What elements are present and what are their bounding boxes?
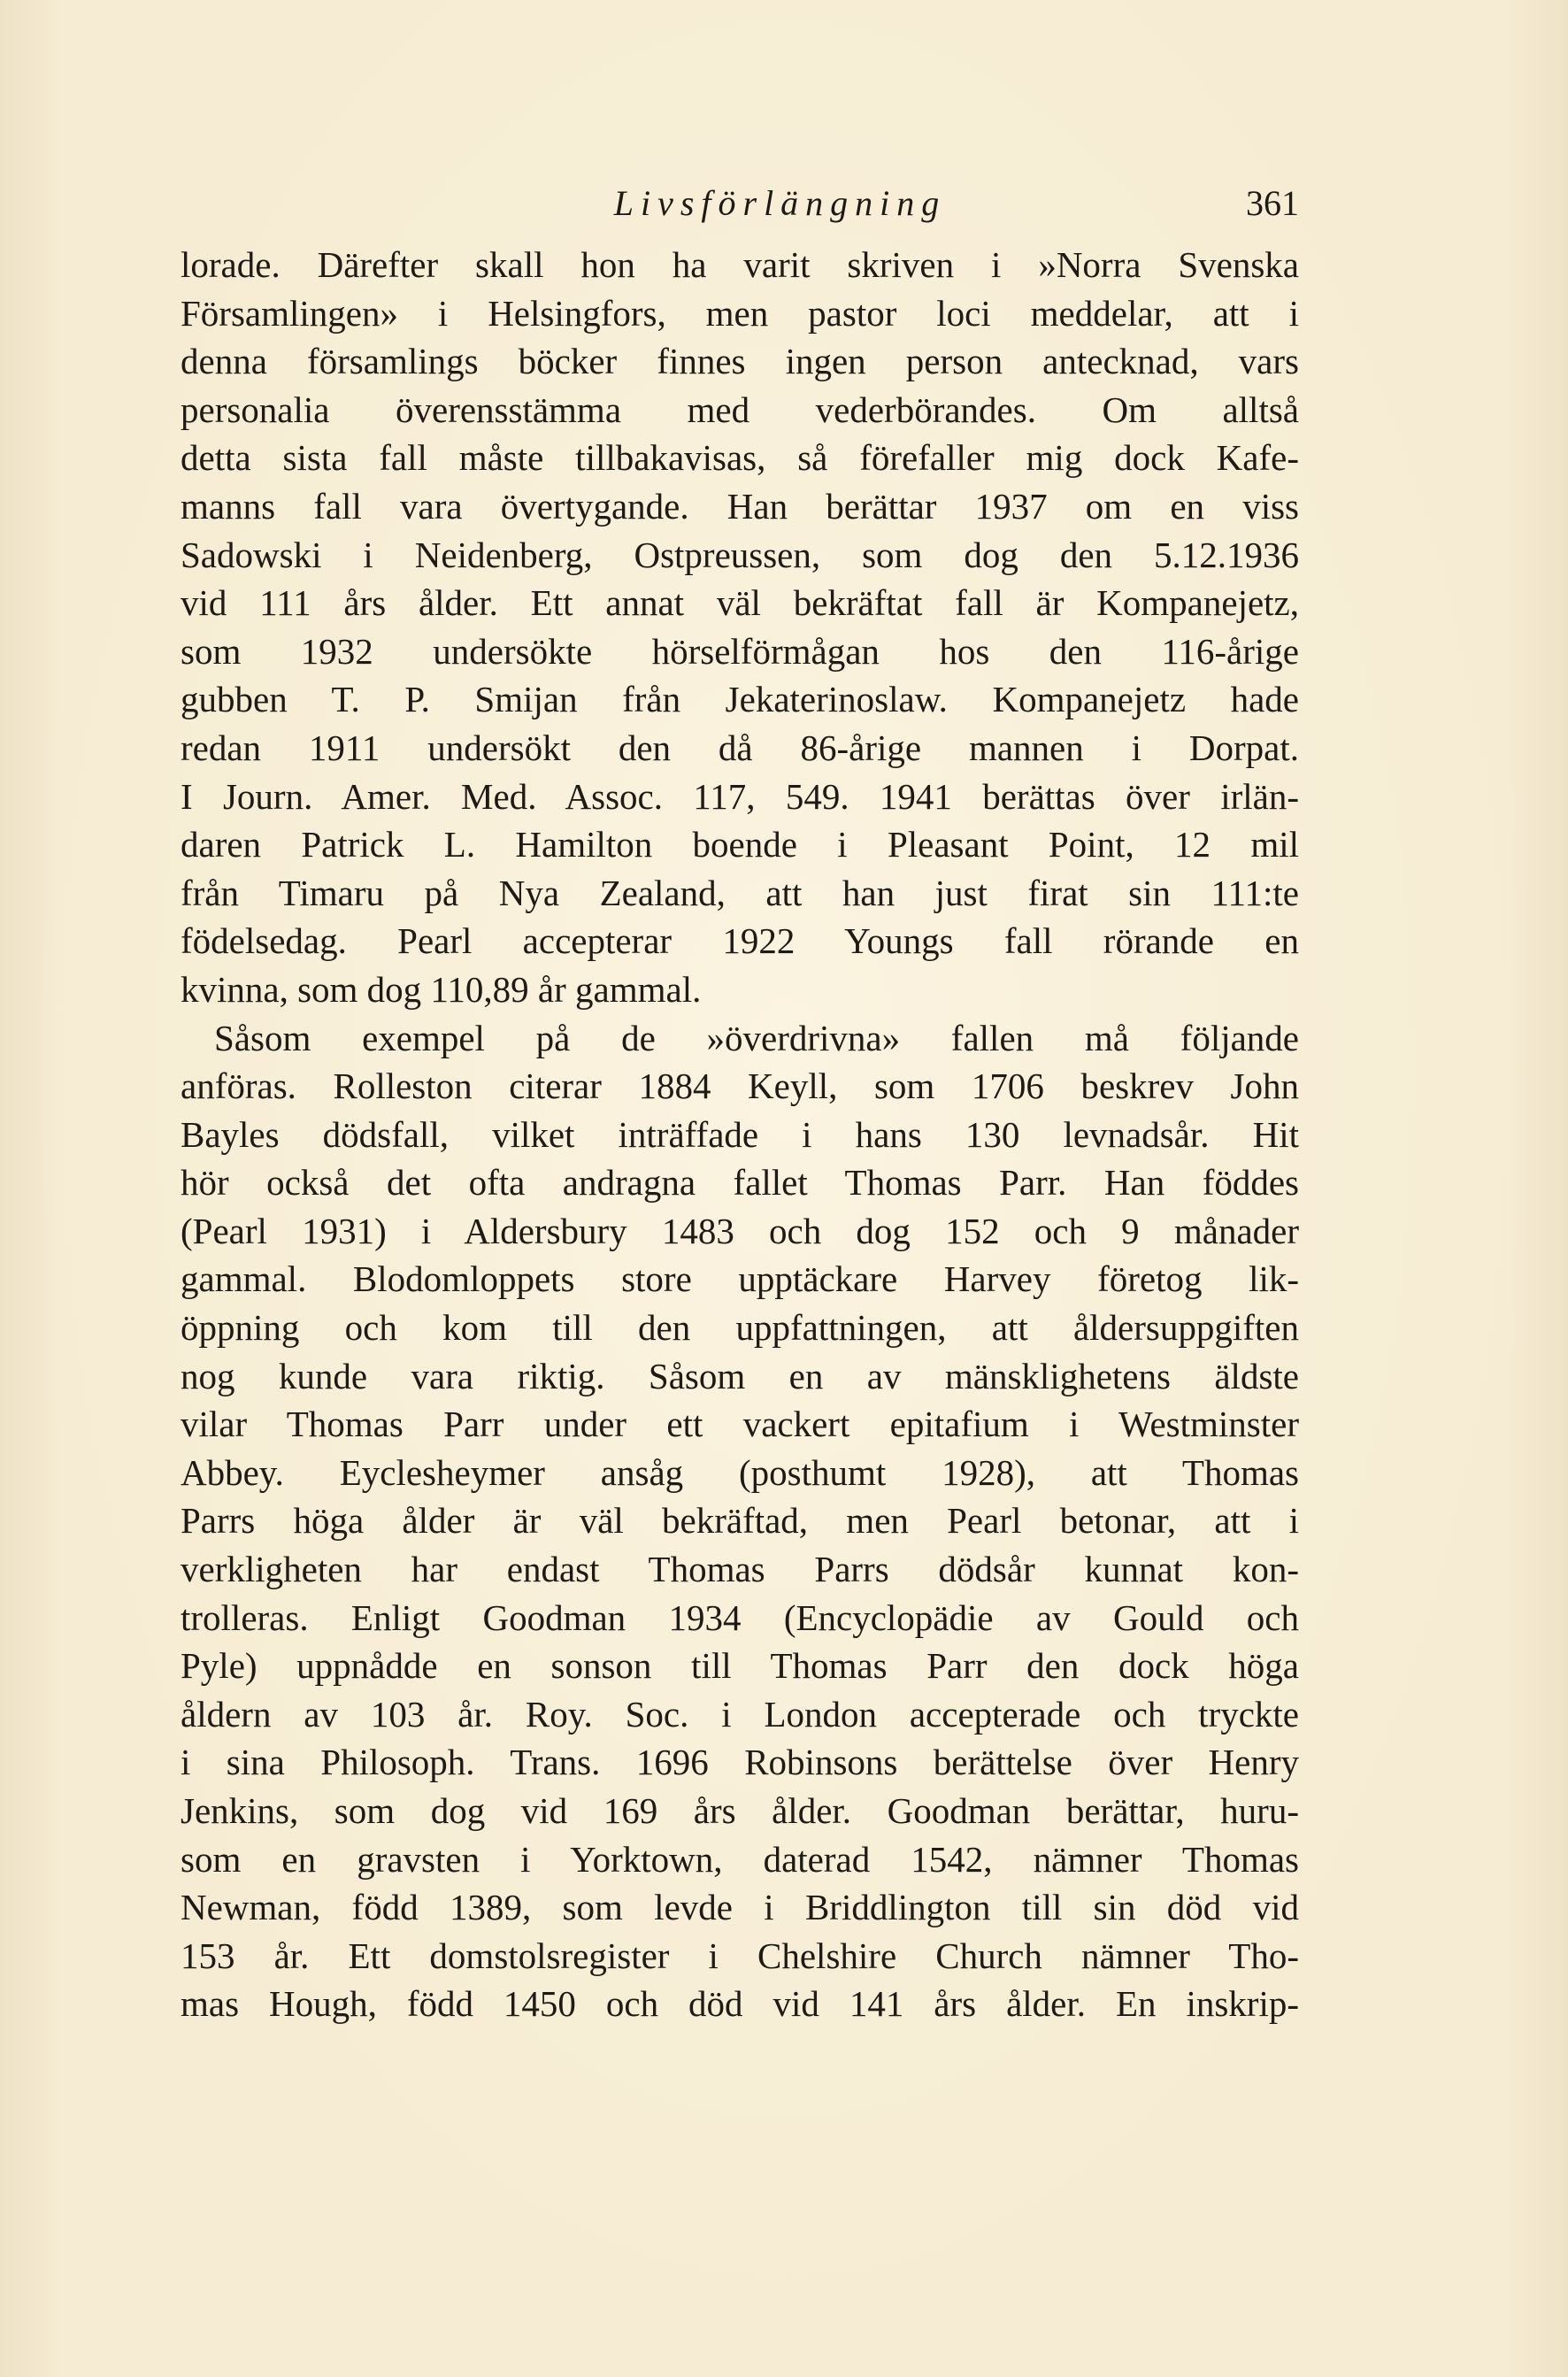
text-line: (Pearl 1931) i Aldersbury 1483 och dog 152 och 9 månader	[181, 1210, 1299, 1251]
text-line: trolleras. Enligt Goodman 1934 (Encyclopädie av Gould och	[181, 1596, 1299, 1638]
text-line: gammal. Blodomloppets store upptäckare Harvey företog lik-	[181, 1258, 1299, 1300]
text-line: redan 1911 undersökt den då 86-årige mannen i Dorpat.	[181, 727, 1299, 768]
text-line: anföras. Rolleston citerar 1884 Keyll, som 1706 beskrev John	[181, 1065, 1299, 1107]
text-line: som 1932 undersökte hörselförmågan hos den 116-årige	[181, 630, 1299, 672]
page-number: 361	[1246, 183, 1299, 223]
text-line: I Journ. Amer. Med. Assoc. 117, 549. 1941 berättas över irlän-	[181, 775, 1299, 817]
text-line: kvinna, som dog 110,89 år gammal.	[181, 968, 702, 1010]
text-line: Jenkins, som dog vid 169 års ålder. Goodman berättar, huru-	[181, 1790, 1299, 1831]
text-line: Sadowski i Neidenberg, Ostpreussen, som dog den 5.12.1936	[181, 534, 1299, 575]
text-line: Abbey. Eyclesheymer ansåg (posthumt 1928), att Thomas	[181, 1451, 1299, 1493]
text-line: detta sista fall måste tillbakavisas, så förefaller mig dock Kafe-	[181, 437, 1299, 479]
text-line: nog kunde vara riktig. Såsom en av mänsklighetens äldste	[181, 1355, 1299, 1396]
running-header	[261, 177, 1299, 230]
text-line: mas Hough, född 1450 och död vid 141 års ålder. En inskrip-	[181, 1983, 1299, 2025]
text-line: från Timaru på Nya Zealand, att han just firat sin 111:te	[181, 872, 1299, 913]
text-line: Parrs höga ålder är väl bekräftad, men Pearl betonar, att i	[181, 1500, 1299, 1542]
text-line: öppning och kom till den uppfattningen, att åldersuppgiften	[181, 1307, 1299, 1349]
text-line: åldern av 103 år. Roy. Soc. i London accepterade och tryckte	[181, 1693, 1299, 1735]
text-line: daren Patrick L. Hamilton boende i Pleasant Point, 12 mil	[181, 824, 1299, 865]
text-line: Bayles dödsfall, vilket inträffade i hans 130 levnadsår. Hit	[181, 1113, 1299, 1155]
text-line: Pyle) uppnådde en sonson till Thomas Parr den dock höga	[181, 1645, 1299, 1687]
text-line: gubben T. P. Smijan från Jekaterinoslaw. Kompanejetz hade	[181, 679, 1299, 720]
text-line: som en gravsten i Yorktown, daterad 1542, nämner Thomas	[181, 1838, 1299, 1880]
text-line: denna församlings böcker finnes ingen person antecknad, vars	[181, 341, 1299, 382]
text-line: Församlingen» i Helsingfors, men pastor loci meddelar, att i	[181, 292, 1299, 334]
text-line: hör också det ofta andragna fallet Thomas Parr. Han föddes	[181, 1162, 1299, 1204]
text-line: i sina Philosoph. Trans. 1696 Robinsons berättelse över Henry	[181, 1742, 1299, 1783]
text-line: Newman, född 1389, som levde i Briddlington till sin död vid	[181, 1887, 1299, 1928]
text-line: Såsom exempel på de »överdrivna» fallen må följande	[214, 1017, 1299, 1058]
text-line: verkligheten har endast Thomas Parrs dödsår kunnat kon-	[181, 1549, 1299, 1590]
text-line: födelsedag. Pearl accepterar 1922 Youngs fall rörande en	[181, 920, 1299, 962]
text-line: 153 år. Ett domstolsregister i Chelshire Church nämner Tho-	[181, 1935, 1299, 1976]
text-line: personalia överensstämma med vederbörandes. Om alltså	[181, 388, 1299, 430]
text-line: lorade. Därefter skall hon ha varit skriven i »Norra Svenska	[181, 244, 1299, 285]
running-title: Livsförlängning	[613, 183, 947, 223]
text-line: vilar Thomas Parr under ett vackert epitafium i Westminster	[181, 1404, 1299, 1445]
body-text	[181, 241, 1299, 2028]
text-line: vid 111 års ålder. Ett annat väl bekräftat fall är Kompanejetz,	[181, 582, 1299, 624]
text-line: manns fall vara övertygande. Han berättar 1937 om en viss	[181, 485, 1299, 527]
